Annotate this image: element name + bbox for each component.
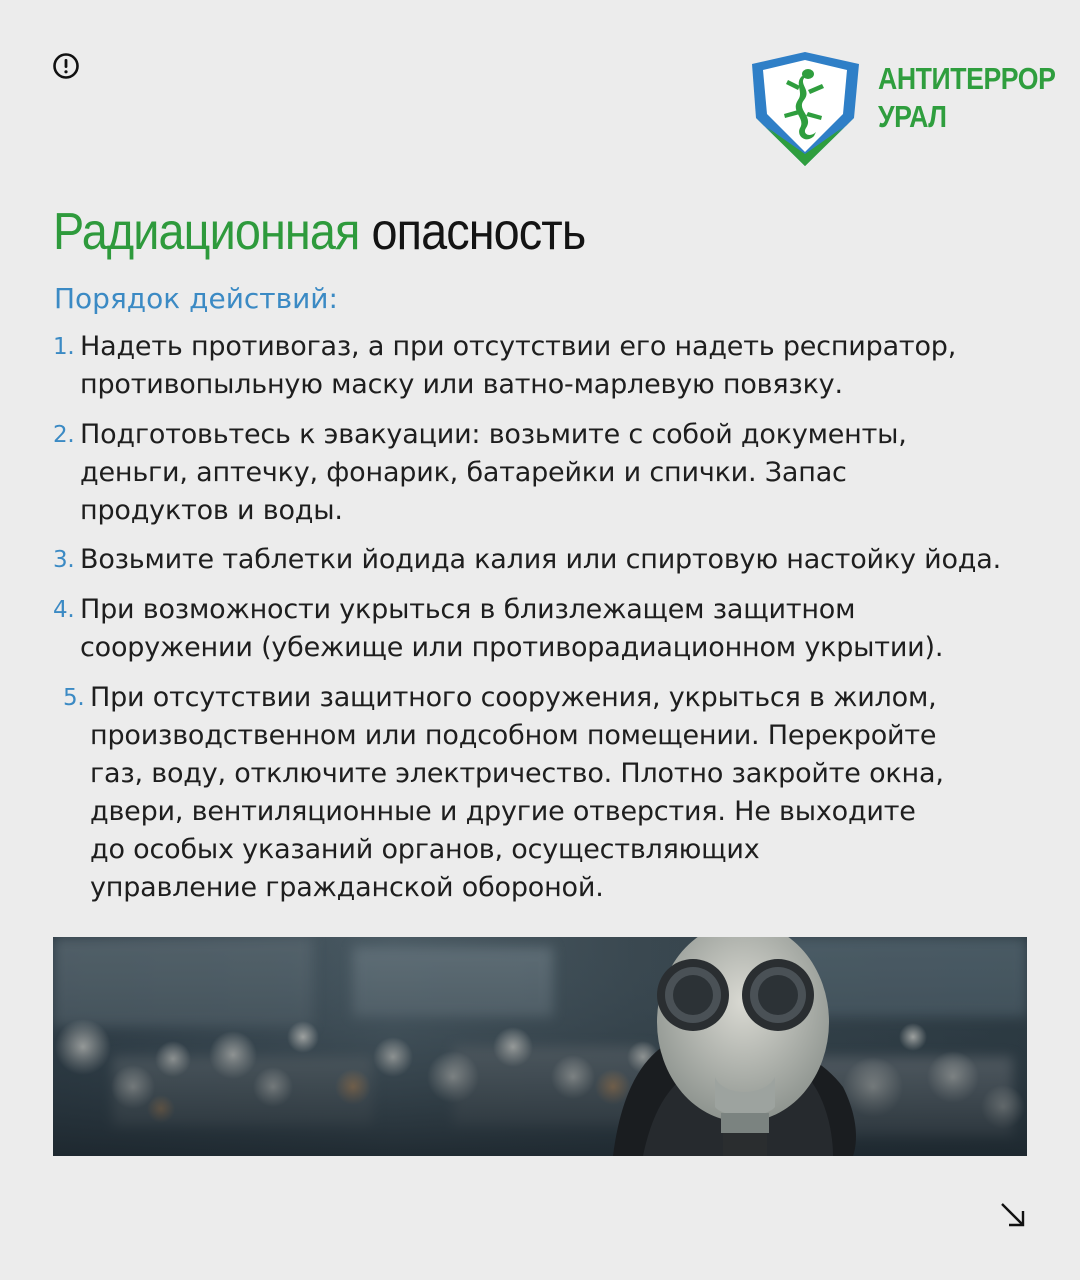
step-item (53, 541, 1002, 579)
step-number: 3. (53, 547, 75, 573)
step-number: 4. (53, 597, 75, 623)
step-number: 2. (53, 422, 75, 448)
step-line: Подготовьтесь к эвакуации: возьмите с собой документы, (80, 419, 907, 450)
step-item (53, 416, 907, 530)
step-line: производственном или подсобном помещении. Перекройте (90, 720, 937, 751)
title-accent: Радиационная (53, 203, 360, 261)
step-line: При отсутствии защитного сооружения, укрыться в жилом, (90, 682, 937, 713)
step-line: двери, вентиляционные и другие отверстия. Не выходите (90, 796, 916, 827)
logo-line2: УРАЛ (878, 99, 947, 134)
step-item (53, 328, 957, 404)
arrow-down-right-icon[interactable] (998, 1200, 1028, 1230)
step-number: 1. (53, 334, 75, 360)
step-item (63, 679, 944, 907)
step-line: до особых указаний органов, осуществляющих (90, 834, 760, 865)
step-line: сооружении (убежище или противорадиационном укрытии). (80, 632, 944, 663)
step-line: противопыльную маску или ватно-марлевую повязку. (80, 369, 843, 400)
step-line: газ, воду, отключите электричество. Плотно закройте окна, (90, 758, 944, 789)
step-line: Надеть противогаз, а при отсутствии его надеть респиратор, (80, 331, 957, 362)
step-line: При возможности укрыться в близлежащем защитном (80, 594, 856, 625)
step-number: 5. (63, 685, 85, 711)
step-line: деньги, аптечку, фонарик, батарейки и спички. Запас (80, 457, 847, 488)
step-line: Возьмите таблетки йодида калия или спиртовую настойку йода. (80, 544, 1002, 575)
exclamation-circle-icon (52, 52, 80, 80)
title-rest: опасность (371, 203, 586, 261)
logo-line1: АНТИТЕРРОР (878, 61, 1056, 96)
lizard-shield-icon (748, 50, 863, 168)
page-title (53, 200, 585, 264)
brand-logo (748, 50, 1056, 170)
step-line: продуктов и воды. (80, 495, 343, 526)
section-subtitle: Порядок действий: (54, 282, 338, 315)
step-line: управление гражданской обороной. (90, 872, 604, 903)
gas-mask-person-photo (53, 937, 1027, 1156)
step-item (53, 591, 944, 667)
